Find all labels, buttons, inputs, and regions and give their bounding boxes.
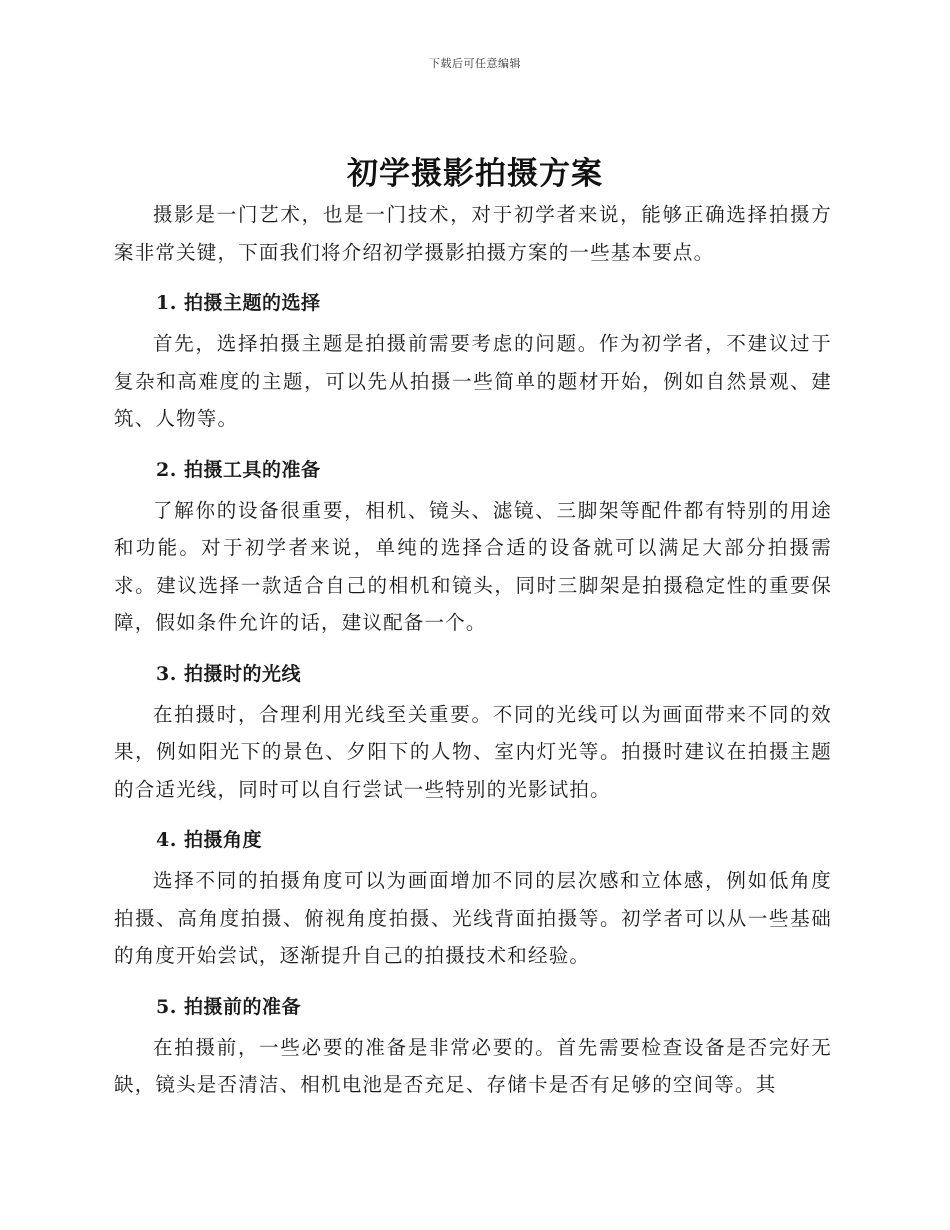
intro-paragraph: 摄影是一门艺术，也是一门技术，对于初学者来说，能够正确选择拍摄方案非常关键，下面我们将介绍初学摄影拍摄方案的一些基本要点。 [114,203,832,264]
header-note: 下载后可任意编辑 [429,57,521,70]
document-body [114,196,832,1104]
section-heading-3: 3. 拍摄时的光线 [156,662,301,685]
section-paragraph-1: 首先，选择拍摄主题是拍摄前需要考虑的问题。作为初学者，不建议过于复杂和高难度的主题，可以先从拍摄一些简单的题材开始，例如自然景观、建筑、人物等。 [114,332,832,430]
section-heading-5: 5. 拍摄前的准备 [156,995,301,1018]
section-paragraph-4: 选择不同的拍摄角度可以为画面增加不同的层次感和立体感，例如低角度拍摄、高角度拍摄、俯视角度拍摄、光线背面拍摄等。初学者可以从一些基础的角度开始尝试，逐渐提升自己的拍摄技术和经验。 [114,869,832,967]
section-heading-2: 2. 拍摄工具的准备 [156,458,321,481]
section-paragraph-2: 了解你的设备很重要，相机、镜头、滤镜、三脚架等配件都有特别的用途和功能。对于初学者来说，单纯的选择合适的设备就可以满足大部分拍摄需求。建议选择一款适合自己的相机和镜头，同时三脚架是拍摄稳定性的重要保障，假如条件允许的话，建议配备一个。 [114,498,832,634]
page-title: 初学摄影拍摄方案 [347,156,603,192]
section-heading-4: 4. 拍摄角度 [156,829,262,851]
section-paragraph-5: 在拍摄前，一些必要的准备是非常必要的。首先需要检查设备是否完好无缺，镜头是否清洁、相机电池是否充足、存储卡是否有足够的空间等。其 [114,1035,832,1096]
section-heading-1: 1. 拍摄主题的选择 [156,292,321,314]
section-paragraph-3: 在拍摄时，合理利用光线至关重要。不同的光线可以为画面带来不同的效果，例如阳光下的景色、夕阳下的人物、室内灯光等。拍摄时建议在拍摄主题的合适光线，同时可以自行尝试一些特别的光影试拍。 [114,702,832,801]
